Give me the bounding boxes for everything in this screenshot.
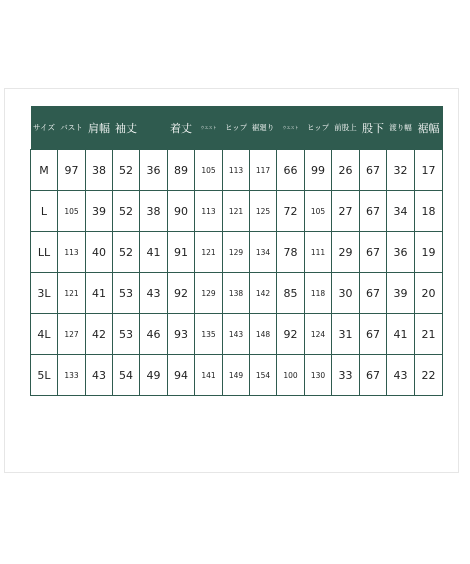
measurement-cell: 100 xyxy=(277,355,305,396)
measurement-cell: 67 xyxy=(360,314,387,355)
measurement-cell: 39 xyxy=(387,273,415,314)
measurement-cell: 92 xyxy=(168,273,195,314)
measurement-cell: 52 xyxy=(113,150,140,191)
size-chart-body xyxy=(31,150,443,396)
header-cell: ヒップ xyxy=(223,106,250,150)
measurement-cell: 105 xyxy=(58,191,86,232)
measurement-cell: 89 xyxy=(168,150,195,191)
measurement-cell: 118 xyxy=(305,273,332,314)
header-cell: 裾幅 xyxy=(415,106,443,150)
measurement-cell: 41 xyxy=(140,232,168,273)
measurement-cell: 129 xyxy=(195,273,223,314)
measurement-cell: 121 xyxy=(195,232,223,273)
measurement-cell: 90 xyxy=(168,191,195,232)
measurement-cell: 46 xyxy=(140,314,168,355)
measurement-cell: 33 xyxy=(332,355,360,396)
header-cell: バスト xyxy=(58,106,86,150)
measurement-cell: 38 xyxy=(140,191,168,232)
size-label-cell: L xyxy=(31,191,58,232)
measurement-cell: 53 xyxy=(113,314,140,355)
measurement-cell: 32 xyxy=(387,150,415,191)
size-label-cell: 4L xyxy=(31,314,58,355)
measurement-cell: 135 xyxy=(195,314,223,355)
measurement-cell: 113 xyxy=(58,232,86,273)
measurement-cell: 99 xyxy=(305,150,332,191)
measurement-cell: 124 xyxy=(305,314,332,355)
measurement-cell: 93 xyxy=(168,314,195,355)
measurement-cell: 67 xyxy=(360,273,387,314)
measurement-cell: 67 xyxy=(360,150,387,191)
size-chart-header-row xyxy=(31,106,443,150)
measurement-cell: 30 xyxy=(332,273,360,314)
measurement-cell: 113 xyxy=(195,191,223,232)
measurement-cell: 43 xyxy=(387,355,415,396)
size-row xyxy=(31,273,443,314)
measurement-cell: 105 xyxy=(195,150,223,191)
measurement-cell: 39 xyxy=(86,191,113,232)
header-cell: 肩幅 xyxy=(86,106,113,150)
measurement-cell: 141 xyxy=(195,355,223,396)
measurement-cell: 54 xyxy=(113,355,140,396)
size-row xyxy=(31,232,443,273)
header-cell: 渡り幅 xyxy=(387,106,415,150)
size-row xyxy=(31,150,443,191)
header-cell: ウエスト xyxy=(195,106,223,150)
measurement-cell: 18 xyxy=(415,191,443,232)
measurement-cell: 40 xyxy=(86,232,113,273)
header-cell: 裾廻り xyxy=(250,106,277,150)
size-row xyxy=(31,355,443,396)
measurement-cell: 127 xyxy=(58,314,86,355)
measurement-cell: 66 xyxy=(277,150,305,191)
measurement-cell: 138 xyxy=(223,273,250,314)
measurement-cell: 34 xyxy=(387,191,415,232)
measurement-cell: 92 xyxy=(277,314,305,355)
measurement-cell: 121 xyxy=(58,273,86,314)
measurement-cell: 125 xyxy=(250,191,277,232)
header-cell: 前股上 xyxy=(332,106,360,150)
size-label-cell: LL xyxy=(31,232,58,273)
measurement-cell: 17 xyxy=(415,150,443,191)
size-label-cell: 5L xyxy=(31,355,58,396)
measurement-cell: 148 xyxy=(250,314,277,355)
measurement-cell: 22 xyxy=(415,355,443,396)
measurement-cell: 78 xyxy=(277,232,305,273)
measurement-cell: 43 xyxy=(86,355,113,396)
measurement-cell: 105 xyxy=(305,191,332,232)
measurement-cell: 121 xyxy=(223,191,250,232)
measurement-cell: 21 xyxy=(415,314,443,355)
measurement-cell: 19 xyxy=(415,232,443,273)
size-row xyxy=(31,314,443,355)
measurement-cell: 36 xyxy=(387,232,415,273)
measurement-cell: 143 xyxy=(223,314,250,355)
measurement-cell: 113 xyxy=(223,150,250,191)
measurement-cell: 85 xyxy=(277,273,305,314)
header-cell xyxy=(140,106,168,150)
measurement-cell: 27 xyxy=(332,191,360,232)
measurement-cell: 53 xyxy=(113,273,140,314)
measurement-cell: 67 xyxy=(360,355,387,396)
measurement-cell: 52 xyxy=(113,232,140,273)
header-cell: ヒップ xyxy=(305,106,332,150)
measurement-cell: 20 xyxy=(415,273,443,314)
measurement-cell: 49 xyxy=(140,355,168,396)
measurement-cell: 72 xyxy=(277,191,305,232)
measurement-cell: 130 xyxy=(305,355,332,396)
measurement-cell: 42 xyxy=(86,314,113,355)
header-cell: 着丈 xyxy=(168,106,195,150)
measurement-cell: 129 xyxy=(223,232,250,273)
measurement-cell: 134 xyxy=(250,232,277,273)
header-cell: ウエスト xyxy=(277,106,305,150)
measurement-cell: 29 xyxy=(332,232,360,273)
measurement-cell: 91 xyxy=(168,232,195,273)
measurement-cell: 36 xyxy=(140,150,168,191)
measurement-cell: 142 xyxy=(250,273,277,314)
measurement-cell: 154 xyxy=(250,355,277,396)
measurement-cell: 41 xyxy=(86,273,113,314)
header-cell: 股下 xyxy=(360,106,387,150)
measurement-cell: 43 xyxy=(140,273,168,314)
size-row xyxy=(31,191,443,232)
measurement-cell: 38 xyxy=(86,150,113,191)
size-label-cell: M xyxy=(31,150,58,191)
measurement-cell: 133 xyxy=(58,355,86,396)
measurement-cell: 67 xyxy=(360,232,387,273)
measurement-cell: 31 xyxy=(332,314,360,355)
measurement-cell: 111 xyxy=(305,232,332,273)
measurement-cell: 97 xyxy=(58,150,86,191)
measurement-cell: 41 xyxy=(387,314,415,355)
header-cell: 袖丈 xyxy=(113,106,140,150)
measurement-cell: 94 xyxy=(168,355,195,396)
measurement-cell: 52 xyxy=(113,191,140,232)
measurement-cell: 26 xyxy=(332,150,360,191)
measurement-cell: 117 xyxy=(250,150,277,191)
size-chart-table xyxy=(30,106,443,396)
measurement-cell: 149 xyxy=(223,355,250,396)
header-cell: サイズ xyxy=(31,106,58,150)
size-label-cell: 3L xyxy=(31,273,58,314)
measurement-cell: 67 xyxy=(360,191,387,232)
